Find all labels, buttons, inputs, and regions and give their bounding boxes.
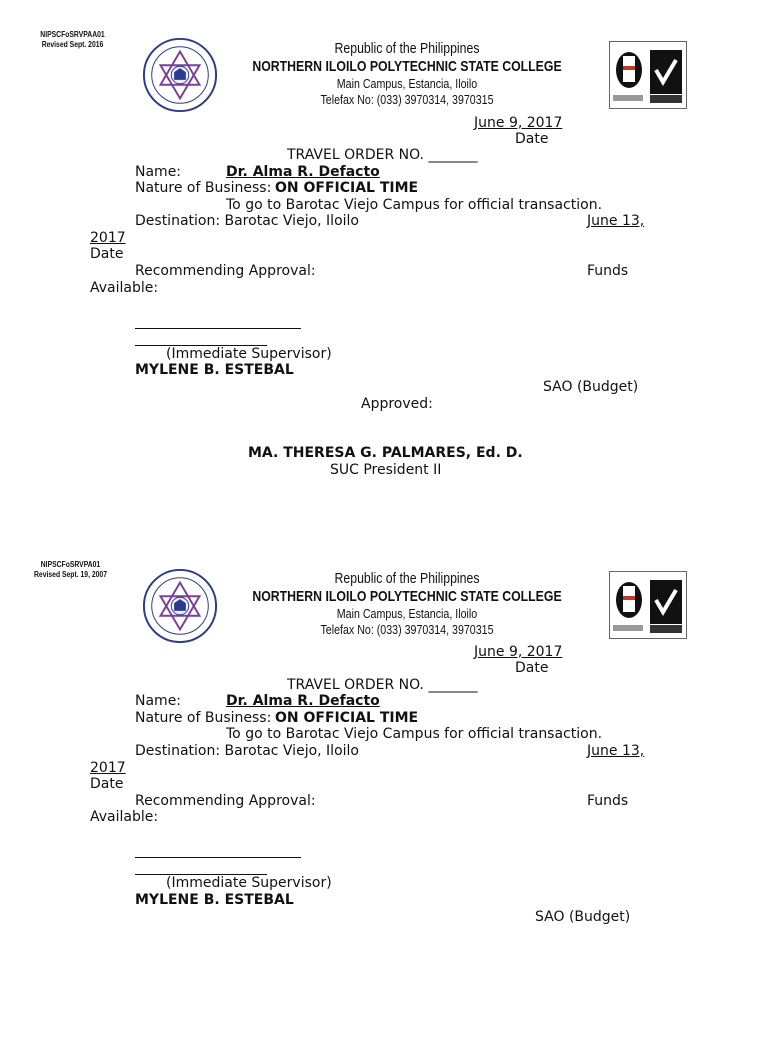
iso-certification-badge [609, 41, 687, 109]
iso-certification-badge [609, 571, 687, 639]
travel-purpose: To go to Barotac Viejo Campus for official transaction. [226, 726, 603, 742]
order-date-label: Date [515, 131, 549, 147]
business-label: Nature of Business: [135, 710, 272, 726]
funds-label: Funds [587, 263, 629, 279]
president-title: SUC President II [330, 462, 442, 478]
travel-date-part1: June 13, [587, 743, 645, 759]
travel-date-part2: 2017 [90, 230, 126, 246]
travel-order-form-1 [0, 0, 768, 520]
recommending-approval-label: Recommending Approval: [135, 793, 316, 809]
iso-certification-icon [610, 42, 686, 108]
revision-date: Revised Sept. 19, 2007 [34, 570, 107, 579]
campus-line: Main Campus, Estancia, Iloilo [336, 606, 478, 621]
supervisor-title: (Immediate Supervisor) [166, 346, 332, 362]
iso-certification-icon [610, 572, 686, 638]
republic-line: Republic of the Philippines [334, 40, 480, 57]
traveler-name: Dr. Alma R. Defacto [226, 693, 380, 709]
supervisor-title: (Immediate Supervisor) [166, 875, 332, 891]
travel-order-number: TRAVEL ORDER NO. _______ [287, 677, 478, 693]
recommending-approval-label: Recommending Approval: [135, 263, 316, 279]
travel-date-part1: June 13, [587, 213, 645, 229]
order-date-label: Date [515, 660, 549, 676]
name-label: Name: [135, 164, 182, 180]
document-code: NIPSCFoSRVPAA01 [40, 30, 105, 39]
letterhead [243, 570, 571, 638]
campus-line: Main Campus, Estancia, Iloilo [336, 76, 478, 91]
destination: Destination: Barotac Viejo, Iloilo [135, 743, 359, 759]
destination: Destination: Barotac Viejo, Iloilo [135, 213, 359, 229]
available-label: Available: [90, 809, 159, 825]
sao-budget-label: SAO (Budget) [535, 909, 631, 925]
approved-label: Approved: [361, 396, 433, 412]
available-label: Available: [90, 280, 159, 296]
order-date: June 9, 2017 [474, 115, 563, 131]
signature-line [135, 328, 301, 329]
college-seal-icon [141, 567, 219, 645]
college-name: NORTHERN ILOILO POLYTECHNIC STATE COLLEGE [252, 588, 562, 605]
telefax-line: Telefax No: (033) 3970314, 3970315 [320, 622, 494, 637]
travel-purpose: To go to Barotac Viejo Campus for official transaction. [226, 197, 603, 213]
college-name: NORTHERN ILOILO POLYTECHNIC STATE COLLEGE [252, 58, 562, 75]
travel-date-label: Date [90, 776, 124, 792]
travel-date-label: Date [90, 246, 124, 262]
business-label: Nature of Business: [135, 180, 272, 196]
travel-order-number: TRAVEL ORDER NO. _______ [287, 147, 478, 163]
signature-line [135, 857, 301, 858]
republic-line: Republic of the Philippines [334, 570, 480, 587]
sao-budget-label: SAO (Budget) [543, 379, 639, 395]
funds-label: Funds [587, 793, 629, 809]
travel-date-part2: 2017 [90, 760, 126, 776]
order-date: June 9, 2017 [474, 644, 563, 660]
business-value: ON OFFICIAL TIME [275, 710, 419, 726]
name-label: Name: [135, 693, 182, 709]
travel-order-form-2 [0, 530, 768, 1050]
traveler-name: Dr. Alma R. Defacto [226, 164, 380, 180]
document-code-block [28, 560, 113, 580]
revision-date: Revised Sept. 2016 [41, 40, 104, 49]
college-seal-icon [141, 36, 219, 114]
business-value: ON OFFICIAL TIME [275, 180, 419, 196]
telefax-line: Telefax No: (033) 3970314, 3970315 [320, 92, 494, 107]
president-name: MA. THERESA G. PALMARES, Ed. D. [248, 445, 523, 461]
document-code: NIPSCFoSRVPA01 [40, 560, 101, 569]
supervisor-name: MYLENE B. ESTEBAL [135, 362, 294, 378]
document-code-block [30, 30, 115, 50]
letterhead [243, 40, 571, 108]
supervisor-name: MYLENE B. ESTEBAL [135, 892, 294, 908]
